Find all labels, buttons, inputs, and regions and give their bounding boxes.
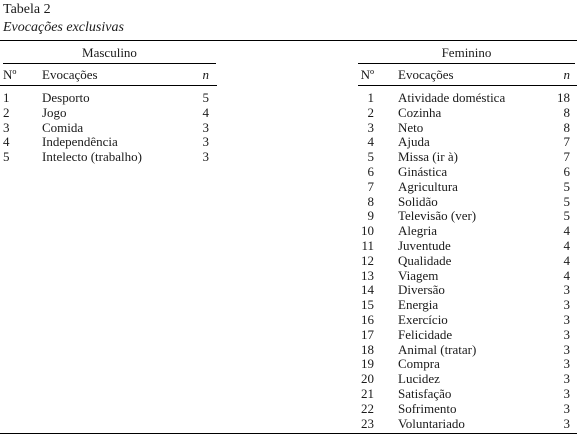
feminino-row-evocacao: Televisão (ver) [398,208,477,224]
masculino-header-evocacoes: Evocações [42,67,98,82]
feminino-row-evocacao: Cozinha [398,104,442,120]
feminino-row-evocacao: Diversão [398,282,445,298]
feminino-row-number: 9 [367,208,374,224]
masculino-row-evocacao: Comida [42,119,84,135]
feminino-row-count: 3 [563,297,570,313]
feminino-row-count: 3 [563,400,570,416]
masculino-no-column [3,91,10,165]
masculino-row-count: 5 [202,90,209,105]
feminino-header-n: n [563,67,570,82]
masculino-header-n: n [202,67,209,82]
feminino-row-count: 8 [563,119,570,135]
masculino-row-count: 3 [202,119,209,135]
feminino-row-count: 3 [563,341,570,357]
feminino-row-evocacao: Voluntariado [398,415,465,431]
feminino-row-count: 4 [563,252,570,268]
feminino-row-evocacao: Ginástica [398,163,448,179]
feminino-row-number: 11 [361,237,374,253]
feminino-row-number: 20 [361,371,374,387]
feminino-row-evocacao: Juventude [398,237,451,253]
top-rule [0,40,577,41]
masculino-group-rule [3,63,216,64]
feminino-row-number: 2 [367,104,374,120]
feminino-row-number: 3 [367,119,374,135]
feminino-row-evocacao: Qualidade [398,252,452,268]
feminino-row-evocacao: Neto [398,119,424,135]
feminino-row-count: 5 [563,178,570,194]
masculino-row-number: 2 [3,104,10,120]
masculino-row-count: 3 [202,149,209,165]
feminino-row-evocacao: Felicidade [398,326,453,342]
feminino-header-no: Nº [360,67,374,82]
feminino-row-evocacao: Alegria [398,223,437,239]
feminino-row-evocacao: Lucidez [398,371,440,387]
feminino-row-count: 3 [563,415,570,431]
masculino-row-evocacao: Intelecto (trabalho) [42,149,142,165]
masculino-row-number: 4 [3,134,10,150]
feminino-group-label: Feminino [441,45,492,60]
feminino-row-evocacao: Atividade doméstica [398,90,506,105]
feminino-row-count: 5 [563,208,570,224]
feminino-row-count: 6 [563,163,570,179]
feminino-row-evocacao: Energia [398,297,439,313]
bottom-rule [0,433,577,434]
feminino-row-number: 19 [361,356,374,372]
feminino-row-number: 5 [367,149,374,165]
masculino-n-column [170,91,209,165]
masculino-evocacoes-column [42,91,142,165]
feminino-evocacoes-column [398,91,505,431]
feminino-row-count: 7 [563,134,570,150]
masculino-header-no: Nº [3,67,17,82]
masculino-row-number: 3 [3,119,10,135]
feminino-row-number: 18 [361,341,374,357]
feminino-row-evocacao: Ajuda [398,134,430,150]
feminino-row-number: 1 [367,90,374,105]
feminino-n-column [530,91,570,431]
feminino-row-number: 8 [367,193,374,209]
masculino-header-rule [0,85,217,86]
feminino-row-count: 3 [563,385,570,401]
feminino-row-evocacao: Agricultura [398,178,458,194]
feminino-row-count: 3 [563,371,570,387]
masculino-row-count: 3 [202,134,209,150]
feminino-row-evocacao: Solidão [398,193,438,209]
masculino-row-evocacao: Desporto [42,90,90,105]
feminino-row-evocacao: Satisfação [398,385,452,401]
feminino-row-number: 22 [361,400,374,416]
feminino-row-number: 21 [361,385,374,401]
feminino-group-rule [358,63,575,64]
feminino-row-evocacao: Sofrimento [398,400,457,416]
feminino-row-count: 3 [563,282,570,298]
feminino-row-count: 3 [563,311,570,327]
feminino-row-count: 4 [563,237,570,253]
feminino-row-number: 14 [361,282,374,298]
feminino-no-column [358,91,374,431]
feminino-row-evocacao: Viagem [398,267,439,283]
feminino-row-count: 7 [563,149,570,165]
feminino-row-number: 4 [367,134,374,150]
feminino-row-number: 10 [361,223,374,239]
feminino-row-count: 4 [563,223,570,239]
feminino-header-rule [358,85,577,86]
feminino-row-number: 23 [361,415,374,431]
feminino-row-number: 16 [361,311,374,327]
feminino-row-evocacao: Animal (tratar) [398,341,477,357]
masculino-row-count: 4 [202,104,209,120]
feminino-header-evocacoes: Evocações [398,67,454,82]
masculino-row-number: 1 [3,90,10,105]
feminino-row-count: 8 [563,104,570,120]
feminino-row-number: 6 [367,163,374,179]
masculino-row-evocacao: Independência [42,134,118,150]
feminino-row-count: 5 [563,193,570,209]
feminino-row-number: 15 [361,297,374,313]
table-title: Tabela 2 [3,2,51,17]
feminino-row-number: 13 [361,267,374,283]
feminino-row-number: 17 [361,326,374,342]
feminino-row-evocacao: Exercício [398,311,448,327]
table-subtitle: Evocações exclusivas [3,20,124,35]
masculino-row-number: 5 [3,149,10,165]
masculino-row-evocacao: Jogo [42,104,67,120]
feminino-row-count: 18 [557,90,570,105]
masculino-group-label: Masculino [82,45,137,60]
feminino-row-number: 7 [367,178,374,194]
feminino-row-evocacao: Missa (ir à) [398,149,458,165]
feminino-row-count: 3 [563,326,570,342]
feminino-row-count: 3 [563,356,570,372]
feminino-row-number: 12 [361,252,374,268]
feminino-row-count: 4 [563,267,570,283]
feminino-row-evocacao: Compra [398,356,440,372]
